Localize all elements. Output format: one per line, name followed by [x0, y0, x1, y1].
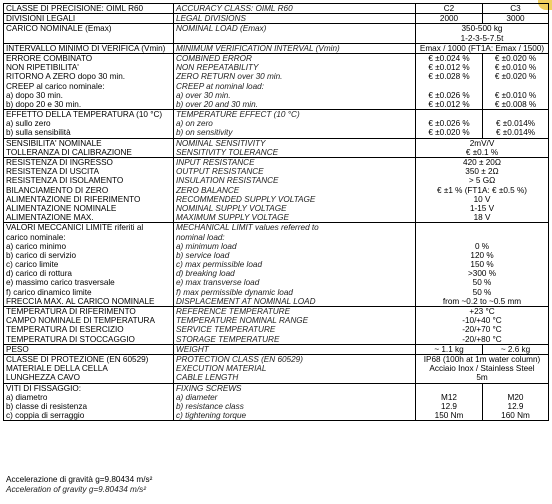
- label-it: [4, 4, 174, 14]
- label-en-line: NON REPEATABILITY: [176, 63, 259, 73]
- value-c2-line: ~ 1.1 kg: [434, 344, 464, 354]
- value-c3-line: € ±0.020 %: [494, 53, 537, 63]
- value-span-line: -10/+40 °C: [462, 316, 502, 326]
- value-c2-line: [418, 110, 480, 119]
- label-it-line: ALIMENTAZIONE DI RIFERIMENTO: [6, 194, 141, 204]
- label-en-line: CABLE LENGTH: [176, 373, 239, 383]
- label-en-line: STORAGE TEMPERATURE: [176, 334, 280, 344]
- label-it: [4, 14, 174, 24]
- label-it-line: b) carico di servizio: [6, 250, 77, 260]
- label-it-line: TOLLERANZA DI CALIBRAZIONE: [6, 147, 132, 157]
- value-c3-line: ~ 2.6 kg: [500, 344, 531, 354]
- label-it-line: RITORNO A ZERO dopo 30 min.: [6, 72, 126, 82]
- value-span-line: € ±0.1 %: [465, 147, 499, 157]
- value-c2: [416, 344, 483, 354]
- value-c2: [416, 383, 483, 421]
- value-c3-line: 3000: [506, 14, 525, 24]
- label-it-line: a) sullo zero: [6, 119, 51, 129]
- label-it-line: TEMPERATURA DI STOCCAGGIO: [6, 334, 135, 344]
- label-en-line: a) minimum load: [176, 241, 237, 251]
- label-it-line: b) dopo 20 e 30 min.: [6, 99, 82, 109]
- value-c2-line: € ±0.028 %: [428, 72, 470, 82]
- label-en-line: COMBINED ERROR: [176, 53, 252, 63]
- value-span-line: 18 V: [473, 213, 491, 223]
- spec-row: [4, 307, 549, 345]
- value-span-line: 120 %: [470, 250, 494, 260]
- value-span-line: 50 %: [472, 287, 492, 297]
- label-en: [174, 14, 416, 24]
- value-c3-line: C3: [510, 4, 521, 13]
- label-en-line: EXECUTION MATERIAL: [176, 364, 267, 374]
- label-en: [174, 110, 416, 139]
- label-en-line: OUTPUT RESISTANCE: [176, 167, 264, 177]
- value-c3-line: 160 Nm: [501, 411, 530, 421]
- value-span-line: 1-15 V: [469, 203, 495, 213]
- label-it-line: BILANCIAMENTO DI ZERO: [6, 185, 109, 195]
- value-c3: [483, 14, 549, 24]
- value-span-line: from ~0.2 to ~0.5 mm: [442, 296, 522, 306]
- spec-row: [4, 354, 549, 383]
- value-c2: [416, 4, 483, 14]
- label-it: [4, 110, 174, 139]
- value-c2-line: [418, 82, 480, 91]
- value-span-line: 10 V: [473, 194, 491, 204]
- value-span-line: 150 %: [470, 260, 494, 270]
- value-c2-line: 150 Nm: [434, 411, 464, 421]
- value-c3-line: € ±0.014%: [495, 128, 536, 138]
- value-c2-line: € ±0.020 %: [428, 128, 470, 138]
- value-c2-line: 12.9: [441, 401, 457, 411]
- label-en-line: INPUT RESISTANCE: [176, 158, 255, 167]
- value-span: [416, 138, 549, 157]
- label-en-line: WEIGHT: [176, 344, 209, 354]
- value-c3: [483, 53, 549, 109]
- value-span: [416, 354, 549, 383]
- label-it-line: SENSIBILITA' NOMINALE: [6, 138, 102, 148]
- value-c2-line: 2000: [439, 14, 459, 24]
- spec-row: [4, 53, 549, 109]
- value-span-line: IP68 (100h at 1m water column): [423, 354, 541, 364]
- spec-row: [4, 383, 549, 421]
- label-it: [4, 354, 174, 383]
- label-it-line: ERRORE COMBINATO: [6, 53, 93, 63]
- label-it-line: VITI DI FISSAGGIO:: [6, 383, 82, 393]
- label-en: [174, 354, 416, 383]
- label-it-line: a) dopo 30 min.: [6, 90, 63, 100]
- label-it-line: TEMPERATURA DI ESERCIZIO: [6, 325, 124, 335]
- label-en: [174, 138, 416, 157]
- label-it-line: f) carico dinamico limite: [6, 287, 92, 297]
- value-span-line: > 5 GΩ: [468, 176, 496, 186]
- value-c2: [416, 14, 483, 24]
- value-c3-line: [485, 82, 546, 91]
- spec-row: [4, 138, 549, 157]
- value-span-line: [418, 223, 546, 232]
- value-c2-line: € ±0.012 %: [428, 99, 470, 109]
- value-c3-line: [485, 384, 546, 393]
- label-en-line: c) tightening torque: [176, 411, 247, 421]
- label-it-line: TEMPERATURA DI RIFERIMENTO: [6, 307, 136, 316]
- spec-row: [4, 14, 549, 24]
- spec-row: [4, 223, 549, 307]
- label-it-line: RESISTENZA DI USCITA: [6, 167, 100, 177]
- label-it: [4, 138, 174, 157]
- label-it: [4, 158, 174, 223]
- value-span-line: 0 %: [474, 241, 490, 251]
- value-c2-line: € ±0.026 %: [428, 119, 470, 129]
- value-span-line: 2mV/V: [469, 138, 495, 148]
- label-en-line: ZERO BALANCE: [176, 185, 240, 195]
- label-en-line: CREEP at nominal load:: [176, 81, 264, 91]
- label-en-line: NOMINAL LOAD (Emax): [176, 24, 267, 34]
- value-span-line: € ±1 % (FT1A: € ±0.5 %): [437, 185, 527, 195]
- label-it-line: RESISTENZA DI ISOLAMENTO: [6, 176, 124, 186]
- label-it-line: NON RIPETIBILITA': [6, 63, 79, 73]
- label-it-line: ALIMENTAZIONE NOMINALE: [6, 203, 117, 213]
- label-en-line: MAXIMUM SUPPLY VOLTAGE: [176, 213, 289, 223]
- value-c3: [483, 344, 549, 354]
- label-en-line: REFERENCE TEMPERATURE: [176, 307, 291, 316]
- label-it-line: MATERIALE DELLA CELLA: [6, 364, 108, 374]
- spec-row: [4, 4, 549, 14]
- label-en: [174, 24, 416, 43]
- label-it-line: CAMPO NOMINALE DI TEMPERATURA: [6, 316, 155, 326]
- notes: [6, 475, 152, 495]
- label-it-line: RESISTENZA DI INGRESSO: [6, 158, 113, 167]
- label-it-line: a) carico minimo: [6, 241, 67, 251]
- value-c3-line: € ±0.010 %: [494, 63, 537, 73]
- label-en-line: NOMINAL SUPPLY VOLTAGE: [176, 203, 287, 213]
- value-span-line: 420 ± 20Ω: [463, 158, 501, 167]
- label-it-line: a) diametro: [6, 392, 48, 402]
- label-en-line: nominal load:: [176, 232, 225, 242]
- value-span: [416, 158, 549, 223]
- label-en-line: b) over 20 and 30 min.: [176, 99, 258, 109]
- label-en-line: a) diameter: [176, 392, 218, 402]
- value-c2: [416, 53, 483, 109]
- label-en-line: SENSITIVITY TOLERANCE: [176, 147, 279, 157]
- value-span-line: 5m: [476, 373, 488, 383]
- label-en-line: DISPLACEMENT AT NOMINAL LOAD: [176, 296, 316, 306]
- label-en-line: b) on sensitivity: [176, 128, 233, 138]
- label-en-line: a) on zero: [176, 119, 213, 129]
- label-it: [4, 53, 174, 109]
- spec-row: [4, 344, 549, 354]
- label-it: [4, 24, 174, 43]
- spec-table: [3, 3, 549, 421]
- label-en-line: INSULATION RESISTANCE: [176, 176, 279, 186]
- label-en-line: MINIMUM VERIFICATION INTERVAL (Vmin): [176, 43, 340, 53]
- value-c3: [483, 383, 549, 421]
- value-c3-line: € ±0.010 %: [494, 90, 537, 100]
- value-c3: [483, 110, 549, 139]
- value-span-line: Acciaio Inox / Stainless Steel: [429, 364, 535, 374]
- label-it-line: LUNGHEZZA CAVO: [6, 373, 81, 383]
- label-en-line: b) resistance class: [176, 401, 244, 411]
- label-en-line: LEGAL DIVISIONS: [176, 14, 246, 24]
- label-en: [174, 223, 416, 307]
- label-it-line: b) classe di resistenza: [6, 401, 87, 411]
- label-it-line: e) massimo carico trasversale: [6, 278, 115, 288]
- label-en-line: d) breaking load: [176, 269, 235, 279]
- label-en-line: RECOMMENDED SUPPLY VOLTAGE: [176, 194, 316, 204]
- value-span-line: 350-500 kg: [461, 24, 503, 34]
- label-it-line: c) coppia di serraggio: [6, 411, 85, 421]
- value-c3-line: € ±0.020 %: [494, 72, 537, 82]
- label-en-line: FIXING SCREWS: [176, 383, 242, 393]
- value-c3: [483, 4, 549, 14]
- label-it: [4, 43, 174, 53]
- value-span-line: 1-2-3-5-7.5t: [460, 33, 504, 43]
- value-span: [416, 223, 549, 307]
- label-en-line: NOMINAL SENSITIVITY: [176, 138, 266, 148]
- value-c3-line: € ±0.008 %: [494, 99, 537, 109]
- label-it-line: PESO: [6, 344, 29, 354]
- value-span-line: +23 °C: [469, 307, 495, 316]
- value-c3-line: 12.9: [507, 401, 524, 411]
- gravity-note-en: Acceleration of gravity g=9.80434 m/s²: [6, 485, 146, 494]
- label-en-line: SERVICE TEMPERATURE: [176, 325, 276, 335]
- label-it-line: CARICO NOMINALE (Emax): [6, 24, 112, 34]
- label-it-line: b) sulla sensibilità: [6, 128, 71, 138]
- value-c2-line: € ±0.012 %: [428, 63, 470, 73]
- value-span-line: [418, 233, 546, 242]
- value-c3-line: € ±0.014%: [495, 119, 536, 129]
- label-it-line: carico nominale:: [6, 232, 66, 242]
- gravity-note-it: Accelerazione di gravità g=9.80434 m/s²: [6, 475, 153, 484]
- value-span-line: -20/+80 °C: [462, 334, 502, 344]
- label-it: [4, 344, 174, 354]
- value-span: [416, 307, 549, 345]
- label-en: [174, 344, 416, 354]
- label-it-line: d) carico di rottura: [6, 269, 72, 279]
- value-c2: [416, 110, 483, 139]
- label-en: [174, 307, 416, 345]
- label-en: [174, 158, 416, 223]
- label-it-line: CLASSE DI PRECISIONE: OIML R60: [6, 4, 144, 13]
- value-c3-line: M20: [507, 392, 524, 402]
- value-span-line: Emax / 1000 (FT1A: Emax / 1500): [419, 43, 545, 53]
- value-c3-line: [485, 110, 546, 119]
- label-it-line: INTERVALLO MINIMO DI VERIFICA (Vmin): [6, 43, 166, 53]
- label-en-line: c) max permissible load: [176, 260, 262, 270]
- label-it: [4, 383, 174, 421]
- label-it-line: DIVISIONI LEGALI: [6, 14, 76, 24]
- label-en-line: f) max permissible dynamic load: [176, 287, 293, 297]
- label-en-line: PROTECTION CLASS (EN 60529): [176, 354, 303, 364]
- value-c2-line: C2: [443, 4, 455, 13]
- label-it-line: CREEP al carico nominale:: [6, 81, 105, 91]
- label-en-line: b) service load: [176, 250, 230, 260]
- label-en-line: ZERO RETURN over 30 min.: [176, 72, 283, 82]
- value-c2-line: € ±0.026 %: [428, 90, 470, 100]
- value-span-line: 50 %: [472, 278, 492, 288]
- label-it-line: c) carico limite: [6, 260, 59, 270]
- spec-row: [4, 43, 549, 53]
- label-it-line: EFFETTO DELLA TEMPERATURA (10 °C): [6, 110, 163, 120]
- label-en-line: TEMPERATURE NOMINAL RANGE: [176, 316, 309, 326]
- value-c2-line: [418, 384, 480, 393]
- label-it-line: CLASSE DI PROTEZIONE (EN 60529): [6, 354, 149, 364]
- spec-row: [4, 24, 549, 43]
- label-it: [4, 307, 174, 345]
- label-en-line: MECHANICAL LIMIT values referred to: [176, 223, 319, 233]
- label-it-line: FRECCIA MAX. AL CARICO NOMINALE: [6, 296, 155, 306]
- label-en: [174, 4, 416, 14]
- value-span-line: -20/+70 °C: [462, 325, 502, 335]
- label-en-line: TEMPERATURE EFFECT (10 °C): [176, 110, 300, 120]
- value-span-line: >300 %: [468, 269, 496, 279]
- spec-row: [4, 158, 549, 223]
- label-en: [174, 53, 416, 109]
- value-c2-line: M12: [441, 392, 457, 402]
- label-en-line: ACCURACY CLASS: OIML R60: [176, 4, 293, 13]
- value-c2-line: € ±0.024 %: [428, 53, 470, 63]
- value-span-line: 350 ± 2Ω: [465, 167, 499, 177]
- label-en-line: a) over 30 min.: [176, 90, 231, 100]
- label-en: [174, 383, 416, 421]
- value-span: [416, 43, 549, 53]
- label-it-line: VALORI MECCANICI LIMITE riferiti al: [6, 223, 144, 233]
- spec-row: [4, 110, 549, 139]
- label-en: [174, 43, 416, 53]
- value-span: [416, 24, 549, 43]
- label-it-line: ALIMENTAZIONE MAX.: [6, 213, 94, 223]
- label-it: [4, 223, 174, 307]
- label-en-line: e) max transverse load: [176, 278, 260, 288]
